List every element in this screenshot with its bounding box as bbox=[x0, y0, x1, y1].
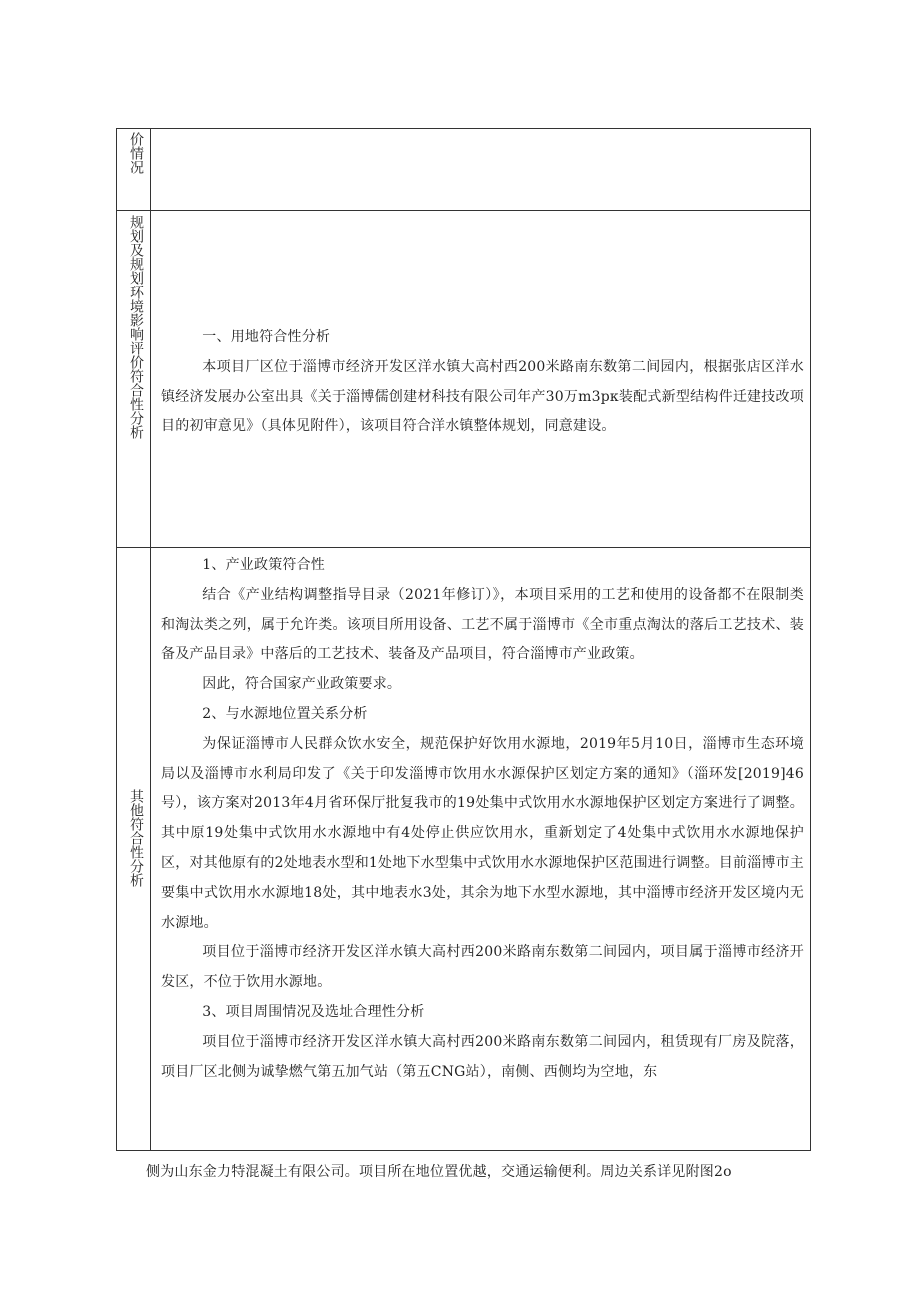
section-heading: 3、项目周围情况及选址合理性分析 bbox=[202, 1003, 425, 1020]
table-row-other bbox=[116, 547, 811, 1151]
row-label: 规划及规划环境影响评价符合性分析 bbox=[128, 215, 144, 439]
row-label: 其他符合性分析 bbox=[128, 789, 144, 887]
row-label-cell bbox=[117, 129, 151, 210]
table-row-planning bbox=[116, 210, 811, 548]
section-heading: 一、用地符合性分析 bbox=[202, 329, 331, 345]
row-content-cell bbox=[151, 211, 810, 547]
row-label-cell bbox=[117, 211, 151, 547]
trailing-paragraph: 侧为山东金力特混凝土有限公司。项目所在地位置优越，交通运输便利。周边关系详见附图2o bbox=[146, 1164, 732, 1180]
paragraph: 本项目厂区位于淄博市经济开发区洋水镇大高村西200米路南东数第二间园内，根据张店区洋水镇经济发展办公室出具《关于淄博儒创建材科技有限公司年产30万m3pκ装配式新型结构件迁建技改项目的初审意见》（具体见附件），该项目符合洋水镇整体规划，同意建设。 bbox=[161, 358, 804, 435]
paragraph: 项目位于淄博市经济开发区洋水镇大高村西200米路南东数第二间园内，项目属于淄博市经济开发区，不位于饮用水源地。 bbox=[161, 944, 804, 991]
paragraph: 项目位于淄博市经济开发区洋水镇大高村西200米路南东数第二间园内，租赁现有厂房及院落，项目厂区北侧为诚挚燃气第五加气站（第五CNG站），南侧、西侧均为空地，东 bbox=[161, 1033, 804, 1080]
section-heading: 1、产业政策符合性 bbox=[202, 557, 326, 573]
table-row-evaluation bbox=[116, 128, 811, 211]
row-content-cell bbox=[151, 129, 810, 210]
section-heading: 2、与水源地位置关系分析 bbox=[202, 705, 368, 722]
paragraph: 因此，符合国家产业政策要求。 bbox=[202, 676, 402, 693]
row-label-cell bbox=[117, 548, 151, 1150]
paragraph: 为保证淄博市人民群众饮水安全，规范保护好饮用水源地，2019年5月10日，淄博市生态环境局以及淄博市水利局印发了《关于印发淄博市饮用水水源保护区划定方案的通知》（淄环发[2019]46号），该方案对2013年4月省环保厅批复我市的19处集中式饮用水水源地保护区划定方案进行了调整。其中原19处集中式饮用水水源地中有4处停止供应饮用水，重新划定了4处集中式饮用水水源地保护区，对其他原有的2处地表水型和1处地下水型集中式饮用水水源地保护区范围进行调整。目前淄博市主要集中式饮用水水源地18处，其中地表水3处，其余为地下水型水源地，其中淄博市经济开发区境内无水源地。 bbox=[161, 735, 805, 931]
row-content-cell bbox=[151, 548, 810, 1150]
paragraph: 结合《产业结构调整指导目录（2021年修订）》，本项目采用的工艺和使用的设备都不在限制类和淘汰类之列，属于允许类。该项目所用设备、工艺不属于淄博市《全市重点淘汰的落后工艺技术、装备及产品目录》中落后的工艺技术、装备及产品项目，符合淄博市产业政策。 bbox=[161, 586, 804, 663]
row-label: 价情况 bbox=[128, 132, 144, 174]
